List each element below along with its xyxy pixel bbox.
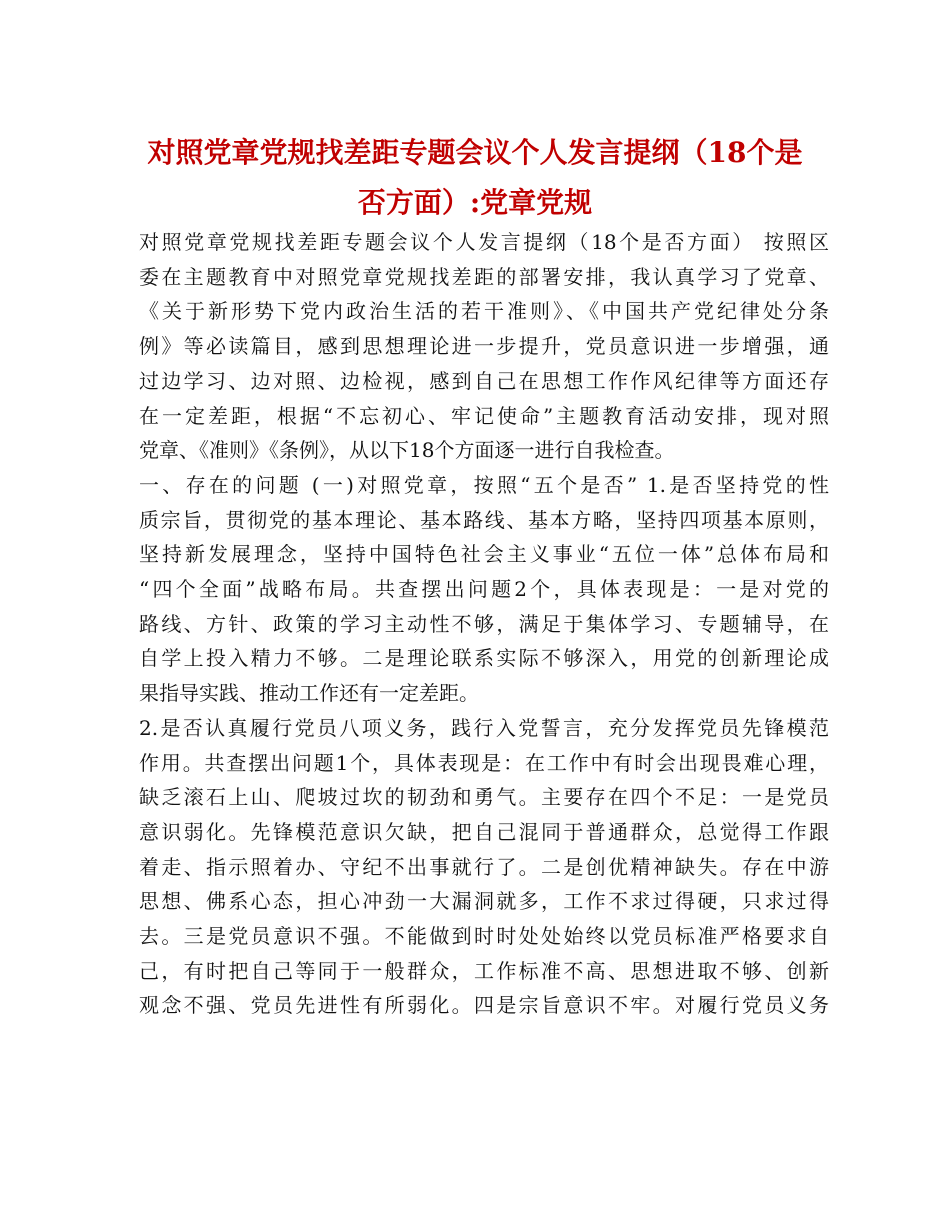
document-title <box>100 128 850 228</box>
body-line: 《关于新形势下党内政治生活的若干准则》、《中国共产党纪律处分条 <box>139 299 829 324</box>
body-line: 党章、《准则》《条例》，从以下18个方面逐一进行自我检查。 <box>139 438 675 463</box>
body-line: 着走、指示照着办、守纪不出事就行了。二是创优精神缺失。存在中游 <box>139 854 829 879</box>
title-line-1: 对照党章党规找差距专题会议个人发言提纲（18个是 <box>147 136 803 169</box>
body-line: 意识弱化。先锋模范意识欠缺，把自己混同于普通群众，总觉得工作跟 <box>139 819 829 844</box>
body-line: 作用。共查摆出问题1个，具体表现是：在工作中有时会出现畏难心理， <box>139 750 829 775</box>
body-line: 坚持新发展理念，坚持中国特色社会主义事业“五位一体”总体布局和 <box>139 542 829 567</box>
body-line: 过边学习、边对照、边检视，感到自己在思想工作作风纪律等方面还存 <box>139 368 829 393</box>
body-line: 果指导实践、推动工作还有一定差距。 <box>139 681 479 706</box>
body-line: “四个全面”战略布局。共查摆出问题2个，具体表现是：一是对党的 <box>139 577 829 602</box>
body-line: 观念不强、党员先进性有所弱化。四是宗旨意识不牢。对履行党员义务 <box>139 993 829 1018</box>
title-line-2: 否方面）:党章党规 <box>357 186 593 219</box>
body-line: 一、存在的问题 (一)对照党章，按照“五个是否” 1.是否坚持党的性 <box>139 472 829 497</box>
body-line: 路线、方针、政策的学习主动性不够，满足于集体学习、专题辅导，在 <box>139 611 829 636</box>
body-line: 缺乏滚石上山、爬坡过坎的韧劲和勇气。主要存在四个不足：一是党员 <box>139 785 829 810</box>
body-line: 思想、佛系心态，担心冲劲一大漏洞就多，工作不求过得硬，只求过得 <box>139 889 829 914</box>
body-line: 委在主题教育中对照党章党规找差距的部署安排，我认真学习了党章、 <box>139 264 829 289</box>
body-line: 去。三是党员意识不强。不能做到时时处处始终以党员标准严格要求自 <box>139 924 829 949</box>
body-line: 在一定差距，根据“不忘初心、牢记使命”主题教育活动安排，现对照 <box>139 403 829 428</box>
body-line: 2.是否认真履行党员八项义务，践行入党誓言，充分发挥党员先锋模范 <box>139 715 829 740</box>
body-line: 质宗旨，贯彻党的基本理论、基本路线、基本方略，坚持四项基本原则， <box>139 507 829 532</box>
body-line: 己，有时把自己等同于一般群众，工作标准不高、思想进取不够、创新 <box>139 958 829 983</box>
document-body <box>139 225 829 1023</box>
body-line: 例》等必读篇目，感到思想理论进一步提升，党员意识进一步增强，通 <box>139 334 829 359</box>
body-line: 对照党章党规找差距专题会议个人发言提纲（18个是否方面） 按照区 <box>139 230 829 254</box>
body-line: 自学上投入精力不够。二是理论联系实际不够深入，用党的创新理论成 <box>139 646 829 671</box>
